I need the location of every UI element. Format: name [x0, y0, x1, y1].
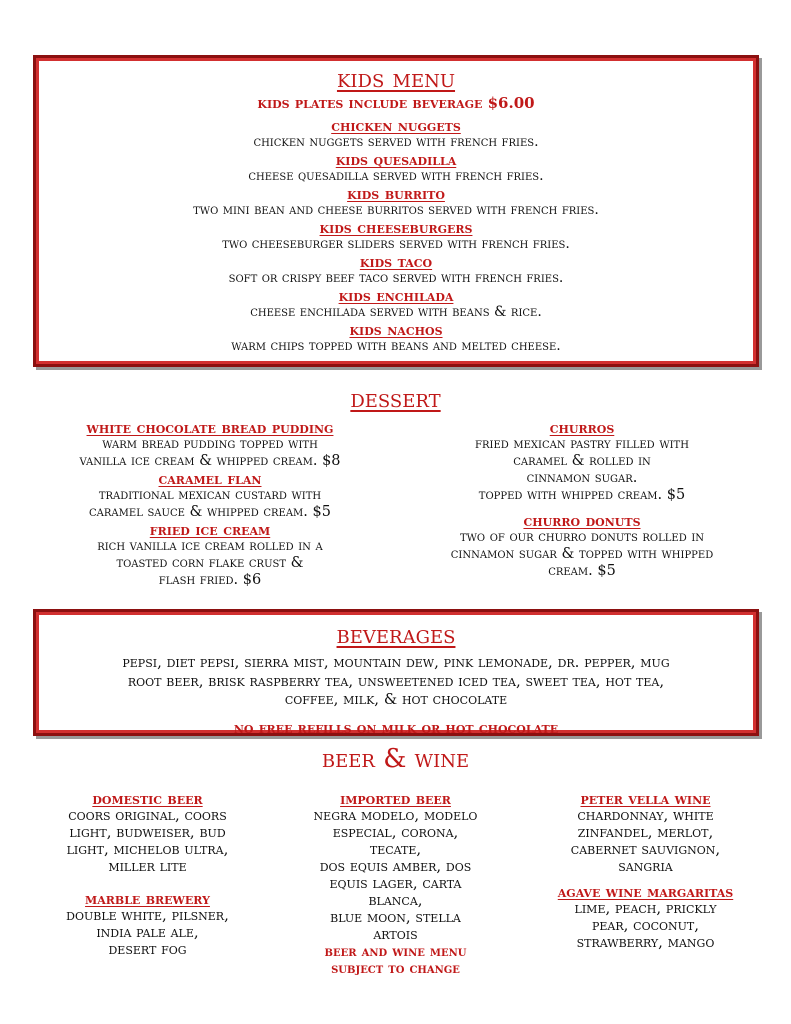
- beer-group-desc: blanca,: [368, 891, 423, 909]
- wine-group-desc: strawberry, mango: [576, 933, 715, 951]
- wine-group-desc: lime, peach, prickly: [574, 899, 717, 917]
- beer-group-desc: tecate,: [369, 840, 422, 858]
- kids-item-name: kids quesadilla: [335, 150, 457, 169]
- dessert-item-desc: cinnamon sugar.: [526, 470, 638, 486]
- kids-item-desc: soft or crispy beef taco served with french fries.: [228, 270, 564, 286]
- dessert-item-desc: warm bread pudding topped with: [102, 436, 318, 452]
- beer-group-desc: double white, pilsner,: [66, 906, 229, 924]
- dessert-title: dessert: [350, 384, 441, 414]
- kids-menu-section: [33, 55, 759, 367]
- kids-item-name: kids enchilada: [338, 286, 454, 305]
- beer-group-name: imported beer: [340, 789, 451, 808]
- dessert-item-desc: cinnamon sugar & topped with whipped: [450, 546, 714, 562]
- beverages-line: coffee, milk, & hot chocolate: [284, 690, 508, 708]
- wine-group-desc: cabernet sauvignon,: [570, 840, 721, 858]
- beer-group-name: marble brewery: [85, 889, 210, 908]
- dessert-item-desc: traditional mexican custard with: [98, 487, 322, 503]
- kids-menu-subtitle: kids plates include beverage $6.00: [257, 94, 535, 112]
- dessert-item-desc: caramel & rolled in: [513, 453, 651, 469]
- kids-item-desc: warm chips topped with beans and melted cheese.: [231, 338, 561, 354]
- dessert-item-name: churro donuts: [523, 511, 641, 530]
- beverages-line: root beer, brisk raspberry tea, unsweetened iced tea, sweet tea, hot tea,: [127, 671, 665, 690]
- kids-item-name: kids cheeseburgers: [319, 218, 473, 237]
- dessert-item-name: fried ice cream: [149, 520, 271, 539]
- kids-item-desc: chicken nuggets served with french fries.: [253, 134, 539, 150]
- kids-item-name: kids taco: [359, 252, 433, 271]
- beer-group-desc: desert fog: [108, 940, 187, 958]
- dessert-item-desc: two of our churro donuts rolled in: [459, 529, 705, 545]
- kids-item-desc: two cheeseburger sliders served with french fries.: [222, 236, 570, 252]
- dessert-item-name: churros: [549, 418, 615, 437]
- kids-item-name: kids burrito: [347, 184, 445, 203]
- beer-group-desc: dos equis amber, dos: [319, 857, 472, 875]
- wine-group-desc: chardonnay, white: [577, 806, 714, 824]
- beer-group-desc: equis lager, carta: [329, 874, 462, 892]
- beverages-list: [36, 653, 756, 709]
- dessert-left-column: [40, 419, 380, 589]
- kids-item-desc: cheese enchilada served with beans & rice.: [250, 304, 542, 320]
- beer-group-desc: light, michelob ultra,: [66, 840, 229, 858]
- dessert-item-desc: topped with whipped cream. $5: [478, 487, 686, 503]
- beer-wine-title: beer & wine: [321, 744, 470, 774]
- dessert-item-desc: flash fried. $6: [158, 572, 262, 588]
- beverages-note: no free refills on milk or hot chocolate: [233, 718, 559, 737]
- beer-group-desc: artois: [373, 925, 418, 943]
- kids-item-desc: two mini bean and cheese burritos served with french fries.: [193, 202, 599, 218]
- beer-group-desc: coors original, coors: [68, 806, 227, 824]
- beer-column-imported: [278, 790, 513, 977]
- kids-item-name: kids nachos: [349, 320, 443, 339]
- wine-column: [528, 790, 763, 951]
- beer-group-desc: india pale ale,: [96, 923, 199, 941]
- kids-item-name: chicken nuggets: [331, 116, 461, 135]
- dessert-item-desc: fried mexican pastry filled with: [475, 436, 689, 452]
- wine-group-desc: zinfandel, merlot,: [577, 823, 714, 841]
- wine-group-desc: pear, coconut,: [591, 916, 700, 934]
- beer-group-desc: light, budweiser, bud: [69, 823, 226, 841]
- dessert-item-name: caramel flan: [158, 469, 262, 488]
- kids-item-desc: cheese quesadilla served with french fries.: [248, 168, 544, 184]
- beverages-line: pepsi, diet pepsi, sierra mist, mountain dew, pink lemonade, dr. pepper, mug: [122, 653, 670, 671]
- wine-group-name: peter vella wine: [580, 789, 711, 808]
- beer-group-desc: especial, corona,: [332, 823, 459, 841]
- dessert-item-desc: toasted corn flake crust &: [116, 555, 304, 571]
- beer-group-name: domestic beer: [92, 789, 203, 808]
- beer-column-domestic: [30, 790, 265, 958]
- beer-group-desc: miller lite: [108, 857, 187, 875]
- wine-group-name: agave wine margaritas: [557, 882, 734, 901]
- dessert-item-desc: caramel sauce & whipped cream. $5: [89, 504, 331, 520]
- beer-group-desc: blue moon, stella: [330, 908, 461, 926]
- kids-menu-title: kids menu: [336, 64, 456, 94]
- beer-wine-note: subject to change: [331, 960, 460, 977]
- beer-wine-note: beer and wine menu: [324, 943, 467, 960]
- beverages-title: beverages: [336, 620, 456, 650]
- dessert-item-name: white chocolate bread pudding: [86, 418, 334, 437]
- dessert-item-desc: vanilla ice cream & whipped cream. $8: [79, 453, 341, 469]
- dessert-item-desc: rich vanilla ice cream rolled in a: [97, 538, 323, 554]
- beverages-section: [33, 609, 759, 736]
- dessert-right-column: [412, 419, 752, 580]
- wine-group-desc: sangria: [618, 857, 673, 875]
- dessert-item-desc: cream. $5: [548, 563, 616, 579]
- beer-group-desc: negra modelo, modelo: [313, 806, 478, 824]
